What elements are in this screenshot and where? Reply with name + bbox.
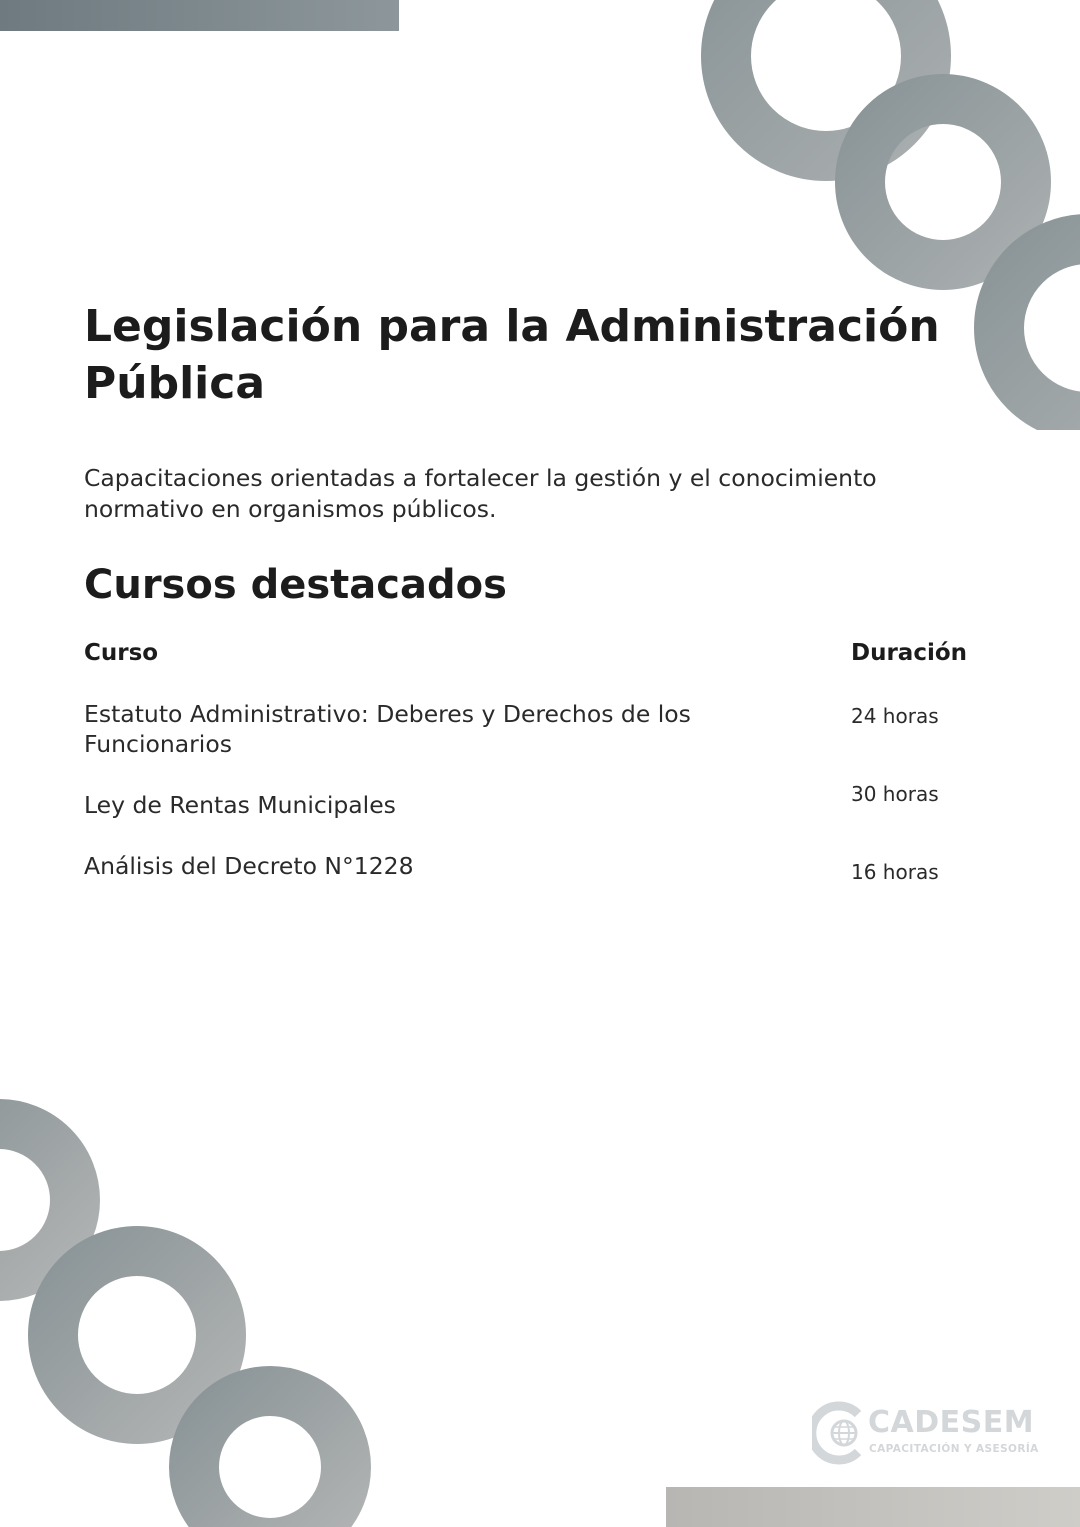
column-header-duration: Duración	[851, 640, 968, 666]
course-name: Ley de Rentas Municipales	[84, 791, 396, 819]
column-header-course: Curso	[84, 640, 159, 666]
intro-paragraph: Capacitaciones orientadas a fortalecer la gestión y el conocimiento normativo en organismos públicos.	[84, 464, 877, 523]
bottom-left-decorative-curves	[0, 1095, 380, 1527]
course-name: Estatuto Administrativo: Deberes y Derechos de los Funcionarios	[84, 700, 691, 758]
top-accent-bar	[0, 0, 399, 31]
logo-tagline: CAPACITACIÓN Y ASESORÍA	[869, 1443, 1039, 1455]
page-title: Legislación para la Administración Pública	[84, 301, 940, 409]
cadesem-logo	[812, 1400, 1052, 1466]
logo-wordmark: CADESEM	[868, 1405, 1035, 1440]
course-name: Análisis del Decreto N°1228	[84, 852, 414, 880]
course-duration: 16 horas	[851, 860, 939, 884]
course-duration: 24 horas	[851, 704, 939, 728]
globe-icon	[812, 1400, 868, 1466]
bottom-accent-bar	[666, 1487, 1080, 1527]
section-title: Cursos destacados	[84, 562, 507, 608]
course-duration: 30 horas	[851, 782, 939, 806]
